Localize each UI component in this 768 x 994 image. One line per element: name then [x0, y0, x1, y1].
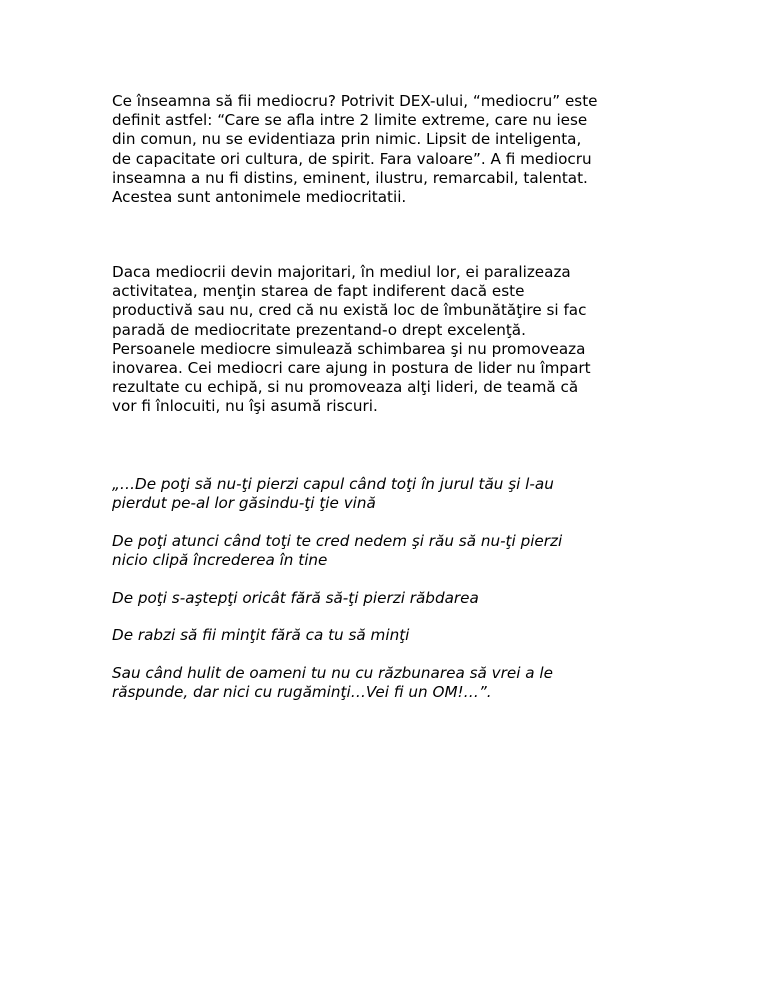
quote-line: De poţi s-aştepţi oricât fără să-ţi pierzi răbdarea: [112, 589, 479, 607]
text-line: activitatea, menţin starea de fapt indiferent dacă este: [112, 282, 525, 301]
quote-line: nicio clipă încrederea în tine: [112, 551, 328, 570]
text-line: de capacitate ori cultura, de spirit. Fara valoare”. A fi mediocru: [112, 149, 592, 168]
quote-verse-2: [112, 532, 672, 570]
text-line: Ce înseamna să fii mediocru? Potrivit DEX-ului, “mediocru” este: [112, 92, 598, 110]
quote-verse-5: [112, 664, 672, 702]
paragraph-mediocrity-effects: [112, 263, 652, 417]
text-line: vor fi înlocuiti, nu îşi asumă riscuri.: [112, 397, 378, 416]
text-line: Daca mediocrii devin majoritari, în mediul lor, ei paralizeaza: [112, 263, 571, 281]
quote-line: pierdut pe-al lor găsindu-ţi ţie vină: [112, 494, 376, 513]
text-line: Persoanele mediocre simulează schimbarea şi nu promoveaza: [112, 339, 586, 358]
quote-verse-3: [112, 589, 672, 608]
quote-line: răspunde, dar nici cu rugăminţi…Vei fi un OM!…”.: [112, 683, 492, 702]
text-line: productivă sau nu, cred că nu există loc de îmbunătăţire si fac: [112, 301, 587, 320]
quote-line: „…De poţi să nu-ţi pierzi capul când toţi în jurul tău şi l-au: [112, 475, 554, 493]
quote-line: Sau când hulit de oameni tu nu cu răzbunarea să vrei a le: [112, 664, 553, 682]
text-line: rezultate cu echipă, si nu promoveaza alţi lideri, de teamă că: [112, 378, 579, 397]
text-line: paradă de mediocritate prezentand-o drept excelenţă.: [112, 320, 526, 339]
quote-line: De rabzi să fii minţit fără ca tu să minţi: [112, 626, 410, 644]
text-line: din comun, nu se evidentiaza prin nimic. Lipsit de inteligenta,: [112, 130, 582, 149]
quote-line: De poţi atunci când toţi te cred nedem şi rău să nu-ţi pierzi: [112, 532, 563, 550]
quote-verse-4: [112, 626, 672, 645]
text-line: definit astfel: “Care se afla intre 2 limite extreme, care nu iese: [112, 111, 588, 130]
text-line: inovarea. Cei mediocri care ajung in postura de lider nu împart: [112, 359, 591, 378]
text-line: Acestea sunt antonimele mediocritatii.: [112, 188, 407, 207]
paragraph-definition: [112, 92, 652, 207]
text-line: inseamna a nu fi distins, eminent, ilustru, remarcabil, talentat.: [112, 168, 588, 187]
quote-verse-1: [112, 475, 672, 513]
